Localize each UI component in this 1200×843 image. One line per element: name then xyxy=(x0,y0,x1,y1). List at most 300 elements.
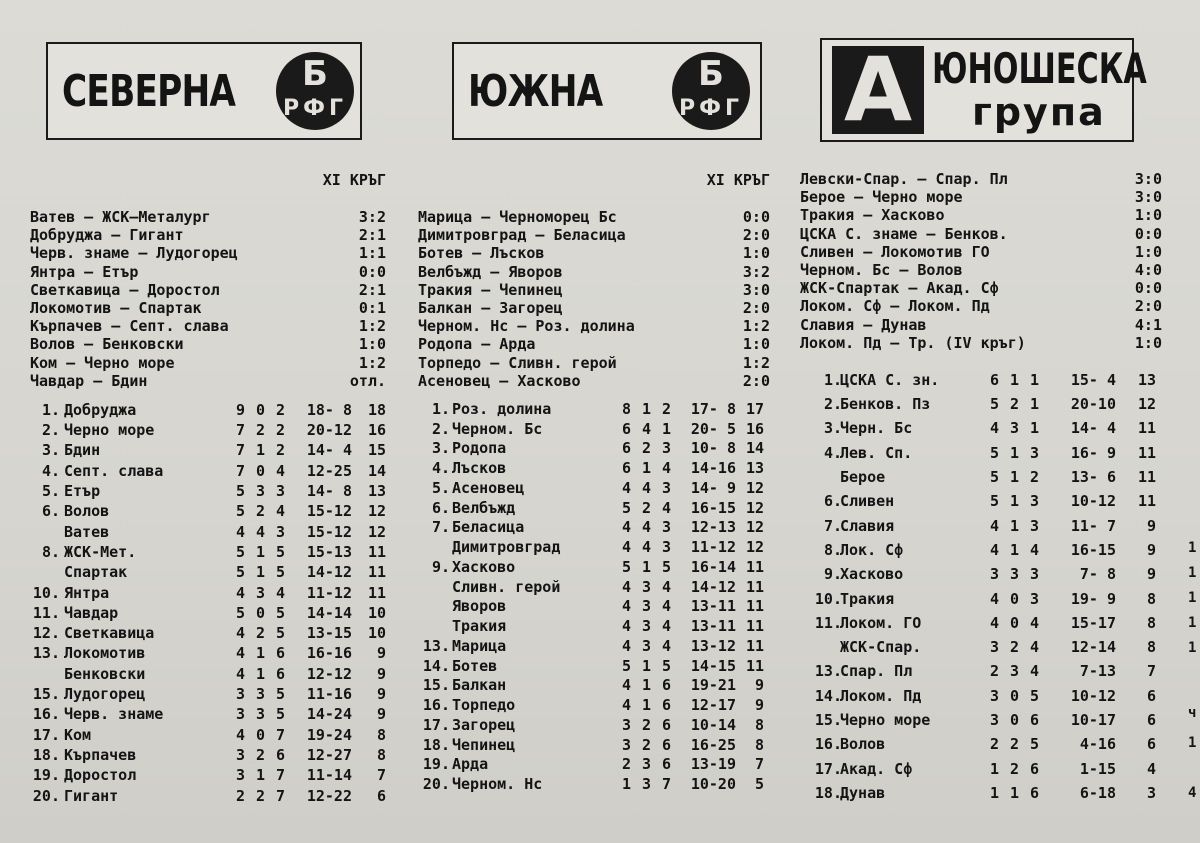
points: 12 xyxy=(1137,395,1156,414)
position: 1. xyxy=(41,400,60,419)
losses: 2 xyxy=(1030,468,1040,487)
wins: 5 xyxy=(236,542,246,561)
losses: 5 xyxy=(662,656,672,675)
table-row xyxy=(30,461,386,481)
margin-char: 1 xyxy=(1188,640,1197,656)
match-teams: Родопа — Арда xyxy=(418,335,536,354)
position: 11. xyxy=(814,613,842,632)
wins: 4 xyxy=(236,644,246,663)
match-score: 1:0 xyxy=(358,335,386,354)
draws: 1 xyxy=(642,656,652,675)
points: 9 xyxy=(376,705,386,724)
draws: 2 xyxy=(1010,638,1020,657)
team-name: Локом. Пд xyxy=(840,686,922,705)
match-teams: Черв. знаме — Лудогорец xyxy=(30,244,238,263)
position: 9. xyxy=(431,557,450,576)
losses: 3 xyxy=(662,439,672,458)
draws: 3 xyxy=(1010,419,1020,438)
result-row xyxy=(418,281,770,299)
table-row xyxy=(30,481,386,501)
team-name: Волов xyxy=(64,502,110,521)
match-teams: Славия — Дунав xyxy=(800,315,927,334)
goals: 14- 9 xyxy=(690,478,736,497)
team-name: Беласица xyxy=(452,518,525,537)
team-name: Роз. долина xyxy=(452,399,552,418)
draws: 0 xyxy=(1010,589,1020,608)
losses: 5 xyxy=(1030,686,1040,705)
draws: 2 xyxy=(256,624,266,643)
losses: 3 xyxy=(1030,443,1040,462)
match-teams: ЖСК-Спартак — Акад. Сф xyxy=(800,279,999,298)
goals: 14- 8 xyxy=(306,482,352,501)
position: 17. xyxy=(32,725,60,744)
goals: 12-14 xyxy=(1070,638,1116,657)
margin-char: 1 xyxy=(1188,735,1197,751)
match-teams: Тракия — Чепинец xyxy=(418,280,563,299)
draws: 0 xyxy=(1010,613,1020,632)
youth-title: ЮНОШЕСКА xyxy=(932,44,1147,93)
match-score: 3:2 xyxy=(742,262,770,281)
wins: 4 xyxy=(990,613,1000,632)
goals: 15-17 xyxy=(1070,613,1116,632)
wins: 4 xyxy=(990,516,1000,535)
losses: 4 xyxy=(662,597,672,616)
wins: 7 xyxy=(236,461,246,480)
wins: 4 xyxy=(990,589,1000,608)
draws: 0 xyxy=(256,725,266,744)
wins: 4 xyxy=(990,540,1000,559)
position: 7. xyxy=(823,516,842,535)
match-score: 3:0 xyxy=(1134,170,1162,188)
logo-letter: Б xyxy=(302,54,328,94)
draws: 2 xyxy=(256,786,266,805)
table-row xyxy=(30,603,386,623)
team-name: Черно море xyxy=(840,711,931,730)
position: 10. xyxy=(32,583,60,602)
points: 11 xyxy=(367,583,386,602)
team-name: Локомотив xyxy=(64,644,146,663)
position: 2. xyxy=(431,419,450,438)
draws: 0 xyxy=(1010,686,1020,705)
position: 6. xyxy=(823,492,842,511)
losses: 6 xyxy=(276,664,286,683)
table-row xyxy=(418,538,770,558)
points: 11 xyxy=(1137,419,1156,438)
goals: 19- 9 xyxy=(1070,589,1116,608)
points: 17 xyxy=(745,399,764,418)
result-row xyxy=(30,226,386,244)
goals: 11- 7 xyxy=(1070,516,1116,535)
wins: 3 xyxy=(990,711,1000,730)
table-row xyxy=(30,786,386,806)
match-teams: Сливен — Локомотив ГО xyxy=(800,242,990,261)
position: 18. xyxy=(814,783,842,802)
points: 8 xyxy=(1146,589,1156,608)
wins: 3 xyxy=(622,735,632,754)
position: 4. xyxy=(823,443,842,462)
match-teams: Торпедо — Сливн. герой xyxy=(418,353,617,372)
table-row xyxy=(30,400,386,420)
losses: 3 xyxy=(1030,516,1040,535)
table-row xyxy=(418,558,770,578)
match-teams: Локом. Сф — Локом. Пд xyxy=(800,297,990,316)
draws: 0 xyxy=(1010,711,1020,730)
points: 9 xyxy=(1146,565,1156,584)
points: 11 xyxy=(745,617,764,636)
position: 16. xyxy=(814,735,842,754)
wins: 6 xyxy=(990,370,1000,389)
draws: 1 xyxy=(642,557,652,576)
points: 12 xyxy=(745,478,764,497)
team-name: Хасково xyxy=(840,565,904,584)
north-group-title: СЕВЕРНА xyxy=(62,65,236,117)
goals: 20-12 xyxy=(306,421,352,440)
losses: 3 xyxy=(662,478,672,497)
losses: 1 xyxy=(1030,370,1040,389)
margin-char: 4 xyxy=(1188,785,1197,801)
result-row xyxy=(800,334,1162,352)
wins: 4 xyxy=(622,577,632,596)
draws: 1 xyxy=(1010,468,1020,487)
team-name: Локом. ГО xyxy=(840,613,922,632)
losses: 4 xyxy=(662,459,672,478)
table-row xyxy=(418,676,770,696)
points: 11 xyxy=(1137,468,1156,487)
goals: 13-11 xyxy=(690,617,736,636)
draws: 3 xyxy=(642,577,652,596)
position: 7. xyxy=(431,518,450,537)
wins: 3 xyxy=(990,565,1000,584)
position: 12. xyxy=(32,624,60,643)
losses: 7 xyxy=(276,725,286,744)
team-name: Арда xyxy=(452,755,489,774)
wins: 4 xyxy=(622,636,632,655)
goals: 6-18 xyxy=(1079,783,1116,802)
losses: 4 xyxy=(1030,613,1040,632)
table-row xyxy=(30,623,386,643)
goals: 13-12 xyxy=(690,636,736,655)
points: 9 xyxy=(1146,540,1156,559)
points: 8 xyxy=(376,745,386,764)
table-row xyxy=(800,757,1162,781)
goals: 15-12 xyxy=(306,502,352,521)
match-score: 2:0 xyxy=(742,298,770,317)
goals: 14- 4 xyxy=(1070,419,1116,438)
table-row xyxy=(800,635,1162,659)
draws: 1 xyxy=(1010,443,1020,462)
position: 8. xyxy=(41,542,60,561)
team-name: Черно море xyxy=(64,421,155,440)
result-row xyxy=(418,299,770,317)
draws: 1 xyxy=(642,459,652,478)
result-row xyxy=(800,206,1162,224)
draws: 3 xyxy=(642,636,652,655)
youth-group-banner xyxy=(820,38,1147,142)
result-row xyxy=(800,261,1162,279)
wins: 2 xyxy=(622,755,632,774)
points: 9 xyxy=(754,696,764,715)
team-name: Септ. слава xyxy=(64,461,164,480)
match-teams: Асеновец — Хасково xyxy=(418,371,581,390)
losses: 7 xyxy=(662,775,672,794)
table-row xyxy=(30,542,386,562)
results-list xyxy=(30,208,386,390)
table-row xyxy=(800,538,1162,562)
match-teams: Кърпачев — Септ. слава xyxy=(30,317,229,336)
match-teams: Черном. Бс — Волов xyxy=(800,260,963,279)
draws: 1 xyxy=(256,766,266,785)
draws: 3 xyxy=(642,755,652,774)
losses: 6 xyxy=(662,715,672,734)
draws: 4 xyxy=(642,419,652,438)
goals: 12-27 xyxy=(306,745,352,764)
south-column xyxy=(418,170,770,795)
wins: 3 xyxy=(236,685,246,704)
match-score: 1:2 xyxy=(358,317,386,336)
team-name: Балкан xyxy=(452,676,507,695)
points: 9 xyxy=(754,676,764,695)
goals: 20- 5 xyxy=(690,419,736,438)
table-row xyxy=(800,659,1162,683)
losses: 3 xyxy=(662,538,672,557)
wins: 4 xyxy=(236,725,246,744)
match-score: 0:1 xyxy=(358,298,386,317)
match-teams: Ком — Черно море xyxy=(30,353,175,372)
points: 9 xyxy=(1146,516,1156,535)
south-group-banner xyxy=(452,42,762,140)
table-row xyxy=(418,657,770,677)
goals: 10- 8 xyxy=(690,439,736,458)
team-name: Асеновец xyxy=(452,478,525,497)
table-row xyxy=(800,514,1162,538)
goals: 7-13 xyxy=(1079,662,1116,681)
margin-char: ч xyxy=(1188,705,1197,721)
table-row xyxy=(800,587,1162,611)
team-name: Чавдар xyxy=(64,603,119,622)
match-score: 0:0 xyxy=(1134,224,1162,243)
match-score: 1:2 xyxy=(742,317,770,336)
goals: 15- 4 xyxy=(1070,370,1116,389)
team-name: Волов xyxy=(840,735,886,754)
match-score: 3:2 xyxy=(358,208,386,226)
points: 11 xyxy=(745,597,764,616)
wins: 2 xyxy=(990,735,1000,754)
result-row xyxy=(30,317,386,335)
points: 11 xyxy=(367,542,386,561)
draws: 4 xyxy=(642,518,652,537)
result-row xyxy=(30,335,386,353)
team-name: Черном. Нс xyxy=(452,775,543,794)
losses: 4 xyxy=(662,617,672,636)
draws: 4 xyxy=(256,522,266,541)
draws: 2 xyxy=(1010,759,1020,778)
result-row xyxy=(800,188,1162,206)
position: 6. xyxy=(41,502,60,521)
losses: 3 xyxy=(276,522,286,541)
table-row xyxy=(418,459,770,479)
position: 9. xyxy=(823,565,842,584)
goals: 11-12 xyxy=(306,583,352,602)
losses: 5 xyxy=(662,557,672,576)
losses: 5 xyxy=(276,542,286,561)
points: 9 xyxy=(376,685,386,704)
draws: 3 xyxy=(642,597,652,616)
result-row xyxy=(418,335,770,353)
wins: 1 xyxy=(622,775,632,794)
losses: 5 xyxy=(276,603,286,622)
team-name: Черном. Бс xyxy=(452,419,543,438)
wins: 3 xyxy=(236,705,246,724)
table-row xyxy=(418,479,770,499)
position: 6. xyxy=(431,498,450,517)
team-name: Янтра xyxy=(64,583,110,602)
standings-table xyxy=(30,400,386,806)
goals: 16- 9 xyxy=(1070,443,1116,462)
points: 12 xyxy=(745,518,764,537)
match-score: 3:0 xyxy=(742,280,770,299)
points: 13 xyxy=(745,459,764,478)
table-row xyxy=(418,775,770,795)
result-row xyxy=(800,243,1162,261)
margin-char: 1 xyxy=(1188,615,1197,631)
losses: 4 xyxy=(662,636,672,655)
team-name: Ватев xyxy=(64,522,110,541)
losses: 1 xyxy=(1030,395,1040,414)
losses: 3 xyxy=(1030,589,1040,608)
result-row xyxy=(418,208,770,226)
goals: 1-15 xyxy=(1079,759,1116,778)
wins: 3 xyxy=(990,638,1000,657)
table-row xyxy=(800,368,1162,392)
wins: 8 xyxy=(622,399,632,418)
draws: 2 xyxy=(642,498,652,517)
points: 15 xyxy=(367,441,386,460)
draws: 1 xyxy=(642,676,652,695)
match-score: 2:0 xyxy=(742,371,770,390)
match-teams: Янтра — Етър xyxy=(30,262,139,281)
wins: 4 xyxy=(622,518,632,537)
wins: 2 xyxy=(990,662,1000,681)
match-score: 1:0 xyxy=(1134,242,1162,261)
match-teams: Димитровград — Беласица xyxy=(418,226,626,245)
goals: 16-25 xyxy=(690,735,736,754)
position: 13. xyxy=(422,636,450,655)
goals: 10-14 xyxy=(690,715,736,734)
draws: 2 xyxy=(256,421,266,440)
draws: 0 xyxy=(256,603,266,622)
team-name: Тракия xyxy=(840,589,895,608)
table-row xyxy=(800,465,1162,489)
result-row xyxy=(418,226,770,244)
points: 11 xyxy=(745,656,764,675)
match-teams: Левски-Спар. — Спар. Пл xyxy=(800,170,1008,188)
match-score: 1:1 xyxy=(358,244,386,263)
match-score: 2:1 xyxy=(358,280,386,299)
team-name: Акад. Сф xyxy=(840,759,913,778)
losses: 6 xyxy=(1030,711,1040,730)
wins: 5 xyxy=(236,482,246,501)
team-name: Бенковски xyxy=(64,664,146,683)
match-teams: Велбъжд — Яворов xyxy=(418,262,563,281)
losses: 5 xyxy=(276,624,286,643)
position: 19. xyxy=(32,766,60,785)
goals: 12-22 xyxy=(306,786,352,805)
losses: 6 xyxy=(662,755,672,774)
position: 15. xyxy=(814,711,842,730)
team-name: Славия xyxy=(840,516,895,535)
match-teams: Чавдар — Бдин xyxy=(30,371,148,390)
goals: 13-11 xyxy=(690,597,736,616)
goals: 16-14 xyxy=(690,557,736,576)
team-name: Яворов xyxy=(452,597,507,616)
losses: 6 xyxy=(1030,783,1040,802)
result-row xyxy=(800,316,1162,334)
position: 19. xyxy=(422,755,450,774)
draws: 1 xyxy=(256,664,266,683)
match-score: отл. xyxy=(349,371,386,390)
team-name: ЖСК-Мет. xyxy=(64,542,137,561)
result-row xyxy=(30,299,386,317)
table-row xyxy=(418,716,770,736)
wins: 5 xyxy=(990,395,1000,414)
table-row xyxy=(30,684,386,704)
match-score: 1:0 xyxy=(742,335,770,354)
draws: 0 xyxy=(256,400,266,419)
goals: 14-15 xyxy=(690,656,736,675)
points: 12 xyxy=(367,522,386,541)
margin-char: 1 xyxy=(1188,540,1197,556)
result-row xyxy=(800,225,1162,243)
match-score: 4:1 xyxy=(1134,315,1162,334)
goals: 13-19 xyxy=(690,755,736,774)
bfs-logo-icon xyxy=(276,52,354,130)
points: 6 xyxy=(376,786,386,805)
match-teams: Ботев — Лъсков xyxy=(418,244,545,263)
points: 11 xyxy=(1137,492,1156,511)
team-name: Лев. Сп. xyxy=(840,443,913,462)
losses: 7 xyxy=(276,766,286,785)
draws: 3 xyxy=(642,617,652,636)
result-row xyxy=(418,263,770,281)
goals: 14- 4 xyxy=(306,441,352,460)
wins: 5 xyxy=(622,656,632,675)
wins: 5 xyxy=(236,603,246,622)
wins: 5 xyxy=(990,443,1000,462)
position: 13. xyxy=(32,644,60,663)
draws: 3 xyxy=(1010,662,1020,681)
goals: 19-21 xyxy=(690,676,736,695)
losses: 4 xyxy=(1030,662,1040,681)
north-group-banner xyxy=(46,42,362,140)
table-row xyxy=(30,562,386,582)
team-name: Сливен xyxy=(840,492,895,511)
table-row xyxy=(418,755,770,775)
logo-letters: РФГ xyxy=(679,96,743,121)
results-list xyxy=(418,208,770,390)
goals: 10-20 xyxy=(690,775,736,794)
logo-letter: Б xyxy=(698,54,724,94)
table-row xyxy=(30,440,386,460)
losses: 4 xyxy=(276,583,286,602)
goals: 10-12 xyxy=(1070,686,1116,705)
position: 4. xyxy=(41,461,60,480)
losses: 7 xyxy=(276,786,286,805)
draws: 3 xyxy=(256,705,266,724)
losses: 4 xyxy=(662,498,672,517)
points: 5 xyxy=(754,775,764,794)
position: 10. xyxy=(814,589,842,608)
table-row xyxy=(418,696,770,716)
